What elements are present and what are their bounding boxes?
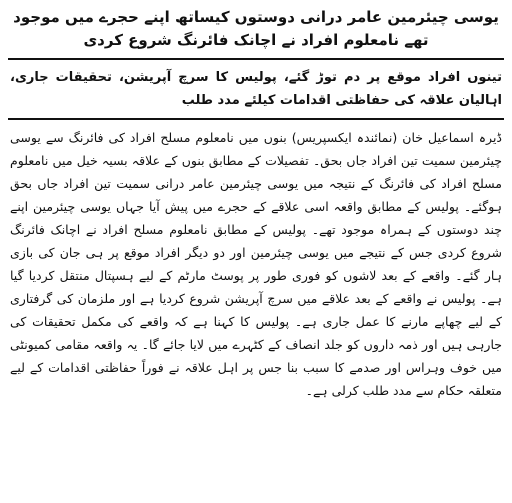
headline-divider (8, 58, 504, 60)
subhead-divider (8, 118, 504, 120)
news-article (8, 4, 504, 402)
article-headline: یوسی چیئرمین عامر درانی دوستوں کیساتھ اپنے حجرے میں موجود تھے نامعلوم افراد نے اچانک فائرنگ شروع کردی (13, 8, 499, 49)
article-body: ڈیرہ اسماعیل خان (نمائندہ ایکسپریس) بنوں میں نامعلوم مسلح افراد کی فائرنگ سے یوسی چیئرمین سمیت تین افراد جاں بحق۔ تفصیلات کے مطابق بنوں کے علاقہ بسیہ خیل میں نامعلوم مسلح افراد کی فائرنگ کے نتیجہ میں یوسی چیئرمین عامر درانی سمیت تین افراد جاں بحق ہوگئے۔ پولیس کے مطابق واقعہ اسی علاقے کے حجرے میں پیش آیا جہاں یوسی چیئرمین اپنے چند دوستوں کے ہمراہ موجود تھے۔ پولیس کے مطابق نامعلوم مسلح افراد نے اچانک فائرنگ شروع کردی جس کے نتیجے میں یوسی چیئرمین اور دو دیگر افراد موقع پر ہی جان کی بازی ہار گئے۔ واقعے کے بعد لاشوں کو فوری طور پر پوسٹ مارٹم کے لیے ہسپتال منتقل کردیا گیا ہے۔ پولیس نے واقعے کے بعد علاقے میں سرچ آپریشن شروع کردیا ہے اور ملزمان کی گرفتاری کے لیے چھاپے مارنے کا عمل جاری ہے۔ پولیس کا کہنا ہے کہ واقعے کی مکمل تحقیقات کی جارہی ہیں اور ذمہ داروں کو جلد انصاف کے کٹہرے میں لایا جائے گا۔ یہ واقعہ مقامی کمیونٹی میں خوف وہراس اور صدمے کا سبب بنا جس پر اہل علاقہ نے فوراً حفاظتی اقدامات کے لیے متعلقہ حکام سے مدد طلب کرلی ہے۔ (10, 130, 502, 398)
article-subhead: تینوں افراد موقع پر دم توڑ گئے، پولیس کا سرچ آپریشن، تحقیقات جاری، اہالیان علاقہ کی حفاظتی اقدامات کیلئے مدد طلب (10, 70, 502, 108)
